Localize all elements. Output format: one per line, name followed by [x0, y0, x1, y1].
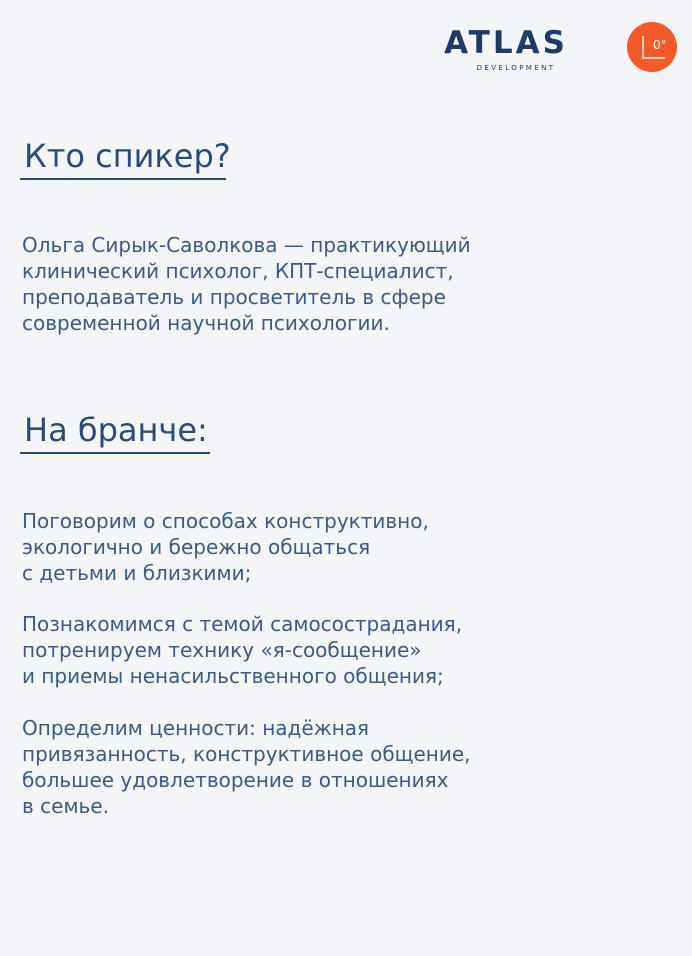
badge-logo-icon: [627, 22, 677, 72]
agenda-line: с детьми и близкими;: [22, 561, 252, 585]
agenda-line: привязанность, конструктивное общение,: [22, 742, 471, 766]
speaker-heading-underline: [20, 178, 226, 180]
agenda-line: Познакомимся с темой самосострадания,: [22, 612, 463, 636]
brand-name: ATLAS: [444, 25, 568, 61]
speaker-heading: Кто спикер?: [24, 137, 231, 175]
speaker-description: [22, 232, 471, 336]
agenda-line: Определим ценности: надёжная: [22, 716, 370, 740]
speaker-line: Ольга Сирык-Саволкова — практикующий: [22, 233, 471, 257]
agenda-item-communication: [22, 508, 429, 586]
atlas-logo-icon: [438, 26, 574, 76]
badge-text: 0°: [653, 38, 667, 52]
agenda-line: потренируем технику «я-сообщение»: [22, 638, 422, 662]
brunch-heading-underline: [20, 452, 210, 454]
agenda-line: Поговорим о способах конструктивно,: [22, 509, 429, 533]
speaker-line: современной научной психологии.: [22, 311, 390, 335]
agenda-item-self-compassion: [22, 611, 462, 689]
speaker-line: преподаватель и просветитель в сфере: [22, 285, 446, 309]
agenda-line: экологично и бережно общаться: [22, 535, 371, 559]
agenda-line: в семье.: [22, 794, 109, 818]
speaker-line: клинический психолог, КПТ-специалист,: [22, 259, 454, 283]
brand-subtitle: DEVELOPMENT: [476, 64, 556, 72]
agenda-item-values: [22, 715, 471, 819]
agenda-line: большее удовлетворение в отношениях: [22, 768, 449, 792]
agenda-line: и приемы ненасильственного общения;: [22, 664, 444, 688]
badge-frame-icon: [627, 22, 677, 72]
brunch-heading: На бранче:: [24, 411, 208, 449]
